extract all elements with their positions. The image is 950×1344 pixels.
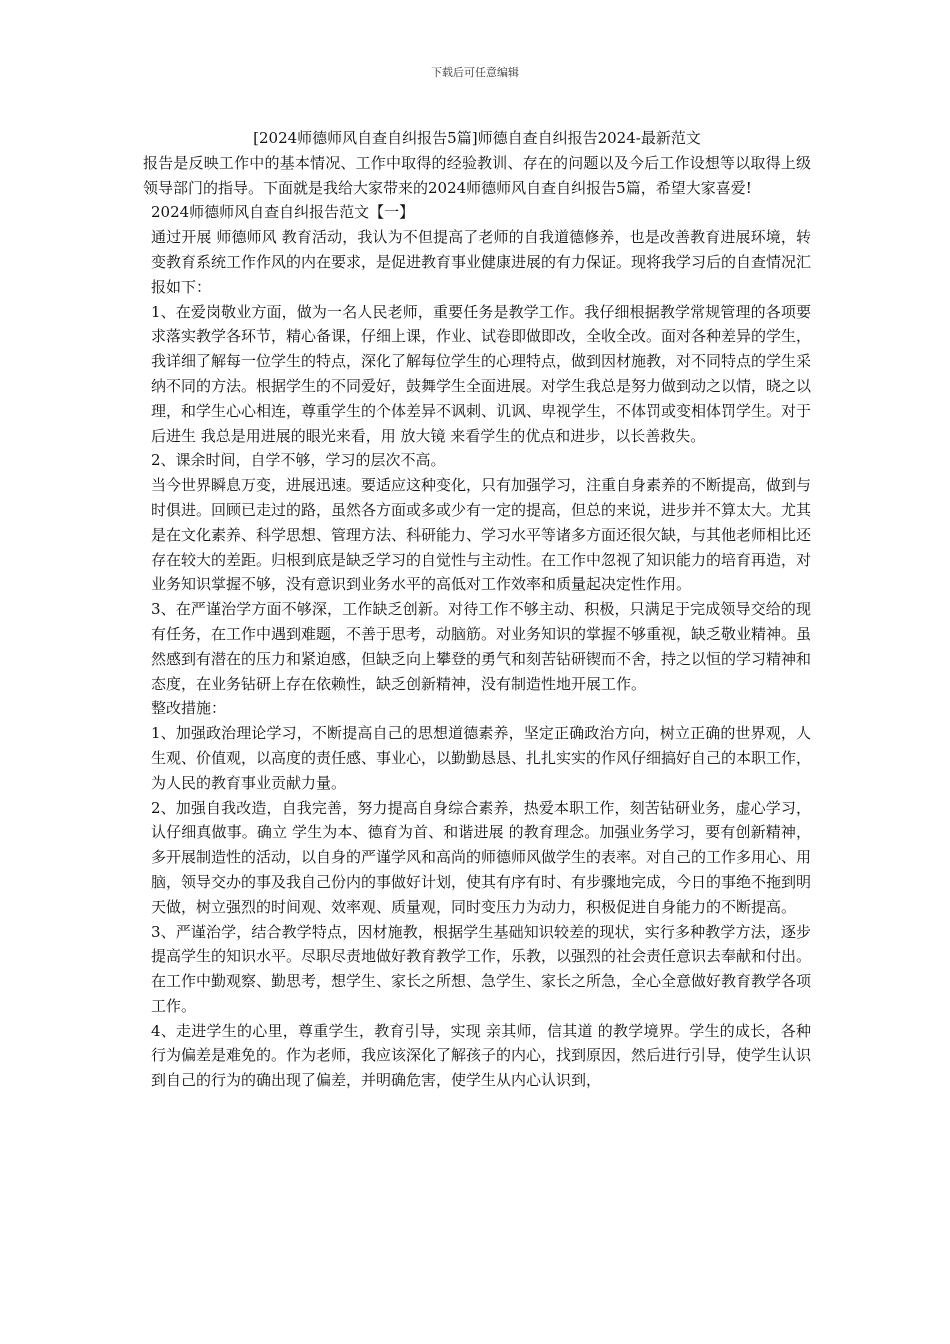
paragraph-point-2: 2、课余时间，自学不够，学习的层次不高。 bbox=[151, 451, 446, 470]
paragraph-point-1: 1、在爱岗敬业方面，做为一名人民老师，重要任务是教学工作。我仔细根据教学常规管理的各项要求落实教学各环节，精心备课，仔细上课，作业、试卷即做即改，全收全改。面对各种差异的学生，我详细了解每一位学生的特点，深化了解每位学生的心理特点，做到因材施教，对不同特点的学生采纳不同的方法。根据学生的不同爱好，鼓舞学生全面进展。对学生我总是努力做到动之以情，晓之以理，和学生心心相连，尊重学生的个体差异不讽刺、讥讽、卑视学生，不体罚或变相体罚学生。对于 后进生 我总是用进展的眼光来看，用 放大镜 来看学生的优点和进步，以长善救失。 bbox=[151, 302, 812, 445]
measure-2: 2、加强自我改造，自我完善，努力提高自身综合素养，热爱本职工作，刻苦钻研业务，虚心学习，认仔细真做事。确立 学生为本、德育为首、和谐进展 的教育理念。加强业务学习，要有创新精神，多开展制造性的活动，以自身的严谨学风和高尚的师德师风做学生的表率。对自己的工作多用心、用脑，领导交办的事及我自己份内的事做好计划，使其有序有时、有步骤地完成，今日的事绝不拖到明天做，树立强烈的时间观、效率观、质量观，同时变压力为动力，积极促进自身能力的不断提高。 bbox=[151, 798, 812, 916]
paragraph-opening: 通过开展 师德师风 教育活动，我认为不但提高了老师的自我道德修养，也是改善教育进展环境，转变教育系统工作作风的内在要求，是促进教育事业健康进展的有力保证。现将我学习后的自查情况汇报如下： bbox=[151, 228, 812, 296]
section-heading: 2024师德师风自查自纠报告范文【一】 bbox=[151, 203, 415, 222]
measure-3: 3、严谨治学，结合教学特点，因材施教，根据学生基础知识较差的现状，实行多种教学方法，逐步提高学生的知识水平。尽职尽责地做好教育教学工作，乐教，以强烈的社会责任意识去奉献和付出。在工作中勤观察、勤思考，想学生、家长之所想、急学生、家长之所急，全心全意做好教育教学各项工作。 bbox=[151, 922, 812, 1015]
paragraph-point-2-detail: 当今世界瞬息万变，进展迅速。要适应这种变化，只有加强学习，注重自身素养的不断提高，做到与时俱进。回顾已走过的路，虽然各方面或多或少有一定的提高，但总的来说，进步并不算太大。尤其是在文化素养、科学思想、管理方法、科研能力、学习水平等诸多方面还很欠缺，与其他老师相比还存在较大的差距。归根到底是缺乏学习的自觉性与主动性。在工作中忽视了知识能力的培育再造，对业务知识掌握不够，没有意识到业务水平的高低对工作效率和质量起决定性作用。 bbox=[151, 476, 812, 594]
rectification-heading: 整改措施： bbox=[151, 699, 227, 718]
measure-4: 4、走进学生的心里，尊重学生，教育引导，实现 亲其师，信其道 的教学境界。学生的成长，各种行为偏差是难免的。作为老师，我应该深化了解孩子的内心，找到原因，然后进行引导，使学生认识到自己的行为的确出现了偏差，并明确危害，使学生从内心认识到， bbox=[151, 1021, 812, 1090]
intro-paragraph: 报告是反映工作中的基本情况、工作中取得的经验教训、存在的问题以及今后工作设想等以取得上级领导部门的指导。下面就是我给大家带来的2024师德师风自查自纠报告5篇，希望大家喜爱! bbox=[143, 153, 811, 197]
page-header-note: 下载后可任意编辑 bbox=[431, 66, 519, 79]
document-title: [2024师德师风自查自纠报告5篇]师德自查自纠报告2024-最新范文 bbox=[253, 129, 701, 147]
document-body bbox=[143, 126, 811, 1093]
measure-1: 1、加强政治理论学习，不断提高自己的思想道德素养，坚定正确政治方向，树立正确的世界观，人生观、价值观，以高度的责任感、事业心，以勤勤恳恳、扎扎实实的作风仔细搞好自己的本职工作，为人民的教育事业贡献力量。 bbox=[151, 724, 812, 792]
paragraph-point-3: 3、在严谨治学方面不够深，工作缺乏创新。对待工作不够主动、积极，只满足于完成领导交给的现有任务，在工作中遇到难题，不善于思考，动脑筋。对业务知识的掌握不够重视，缺乏敬业精神。虽然感到有潜在的压力和紧迫感，但缺乏向上攀登的勇气和刻苦钻研锲而不舍，持之以恒的学习精神和态度，在业务钻研上存在依赖性，缺乏创新精神，没有制造性地开展工作。 bbox=[151, 600, 812, 693]
